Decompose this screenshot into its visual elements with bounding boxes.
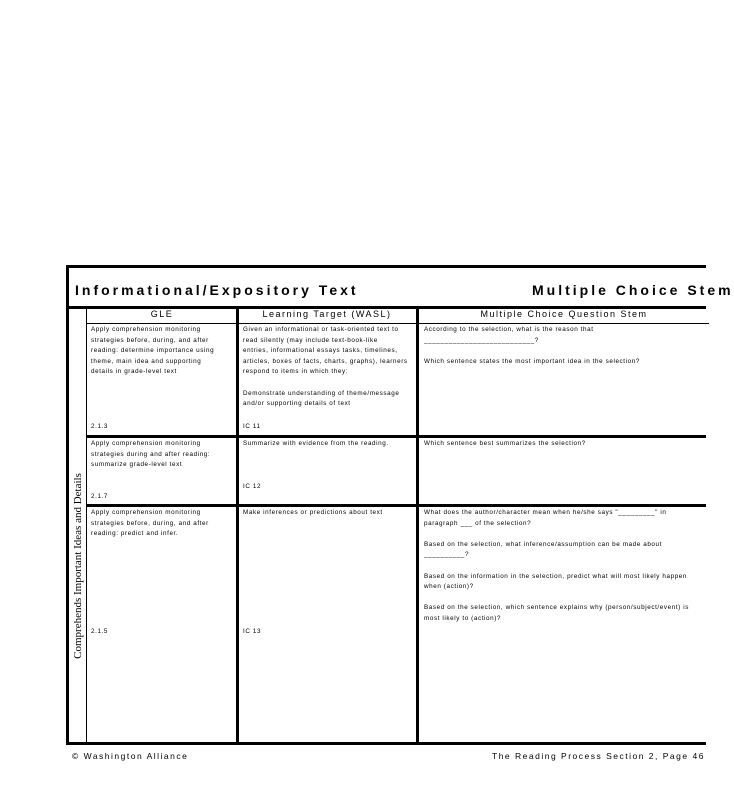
learning-target-code: IC 13 — [243, 628, 262, 635]
side-label-column — [69, 324, 87, 742]
table-title: Informational/Expository Text — [75, 282, 359, 298]
footer-copyright: © Washington Alliance — [72, 751, 189, 761]
gle-description: Apply comprehension monitoring strategies before, during, and after reading: determine importance using theme, main idea and supporting details in grade-level text — [91, 326, 215, 376]
column-header-gle: GLE — [87, 306, 237, 324]
side-label: Comprehends Important Ideas and Details — [72, 473, 84, 660]
row-divider — [87, 504, 706, 507]
gle-code: 2.1.5 — [91, 628, 109, 635]
table-title-row — [69, 268, 734, 309]
column-header-question-stem: Multiple Choice Question Stem — [419, 306, 709, 324]
question-stems: Which sentence best summarizes the selection? — [424, 440, 586, 447]
learning-target-code: IC 11 — [243, 423, 261, 430]
column-divider — [416, 306, 419, 742]
gle-code: 2.1.7 — [91, 493, 109, 500]
learning-target-description: Summarize with evidence from the reading. — [243, 440, 389, 447]
gle-description: Apply comprehension monitoring strategies during and after reading: summarize grade-level text — [91, 440, 211, 469]
learning-target-description: Given an informational or task-oriented text to read silently (may include text-book-like entries, informational essays tasks, timelines, articles, boxes of facts, charts, graphs), learners respond to items in which they: Demonstrate understanding of theme/message and/or supporting details of text — [243, 326, 408, 408]
learning-target-code: IC 12 — [243, 483, 262, 490]
standards-table — [66, 265, 734, 745]
question-stems: What does the author/character mean when he/she says "_________" in paragraph ___ of the selection? Based on the selection, what inference/assumption can be made about __________? Based on the information in the selection, predict what will most likely happen when (action)? Based on the selection, which sentence explains why (person/subject/event) is most likely to (action)? — [424, 509, 689, 622]
gle-description: Apply comprehension monitoring strategies before, during, and after reading: predict and infer. — [91, 509, 209, 538]
column-header-learning-target: Learning Target (WASL) — [237, 306, 417, 324]
footer-page-number: The Reading Process Section 2, Page 46 — [492, 751, 705, 761]
row-divider — [87, 435, 706, 438]
table-subtitle: Multiple Choice Stem — [532, 282, 734, 298]
learning-target-description: Make inferences or predictions about text — [243, 509, 383, 516]
question-stems: According to the selection, what is the reason that ___________________________? Which sentence states the most important idea in the selection? — [424, 326, 640, 365]
gle-code: 2.1.3 — [91, 423, 109, 430]
column-divider — [236, 306, 239, 742]
